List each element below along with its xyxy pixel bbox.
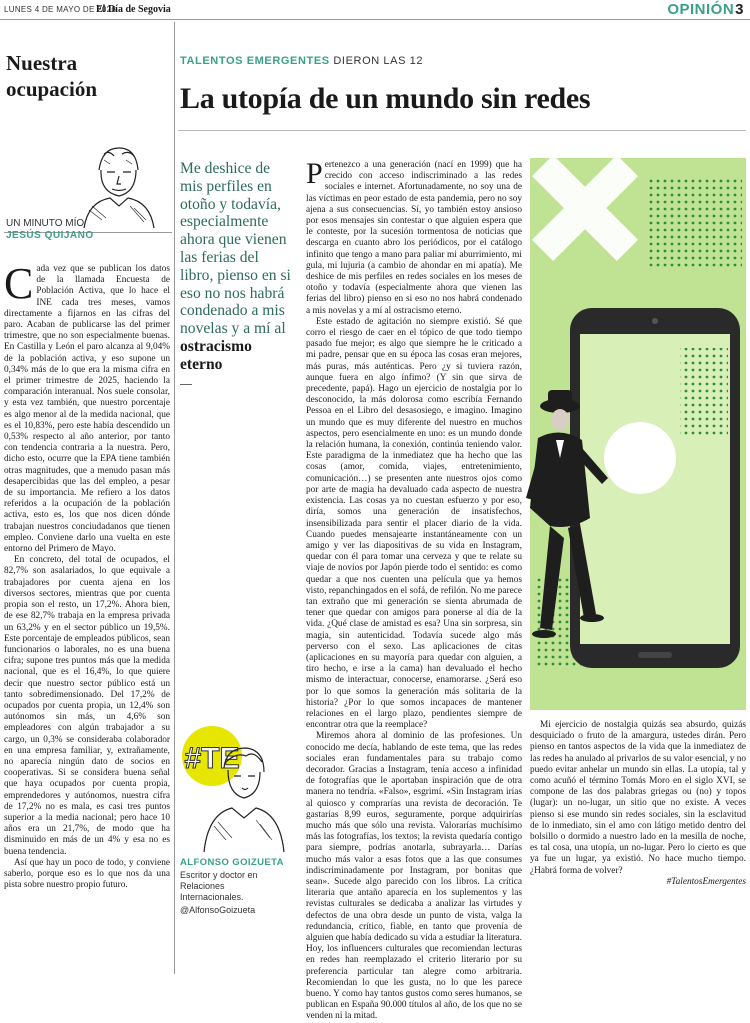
newspaper-name: El Día de Segovia: [96, 4, 171, 15]
article-paragraph: Este estado de agitación no siempre existió. Sé que corro el riesgo de caer en el tópico de que todo tiempo pasado fue mejor; es algo que siempre he le criticado a mi padre, pensar que en su época las cosas eran mejores, más puras, más auténticas. Pero ¿y si tuviera razón, aunque fuera en algo ínfimo? (Y sin que sirva de precedente, papá). Hago un ejercicio de nostalgia por lo desconocido, la más dolorosa como escribía Fernando Pessoa en el Libro del desasosiego, e imagino. Imagino un mundo que es muy diferente del nuestro en muchos aspectos, pero esencialmente en uno: es un mundo donde la relación humana, la conexión, continúa teniendo valor. Este paradigma de la inmediatez que ha hecho que las cosas (amor, comida, viajes, entretenimiento, comunicación…) se presenten ante nuestros ojos como por arte de magia ha devaluado cada aspecto de nuestra existencia. Las cosas ya no cuestan esfuerzo y por eso, diría, somos una generación de insatisfechos, insensibilizada para sentir el placer diario de la vida. Cuando puedes mensajearte instantáneamente con un amigo y ver las diapositivas de su vida en Instagram, quedar con él para tomar una cerveza y que te relate su viaje de novios por Japón pierde todo el sentido: es como quedar a que nos cuenten una película que ya hemos visto, repanchingados en el sofá, de refilón. No me parece tan extraño que mi generación se sienta abrumada de tener que quedar con amigos para ponerse al día de la vida. ¿Qué clase de amistad es esa? Una sin sorpresa, sin magia, sin autenticidad. Todavía sucede algo más perverso con el sexo. Las aplicaciones de citas (aplicaciones en su mayoría para quedar con alguien, a tiro hecho, e irse a la cama) han devaluado el hecho mismo de interactuar, conocerse, enamorarse. ¿Será eso por lo que somos la generación más solitaria de la historia? ¿Por lo que somos incapaces de mantener relaciones en el largo plazo, pendientes siempre de encontrar otra que la reemplace?: [306, 316, 522, 731]
column-title-line1: Nuestra: [6, 51, 78, 75]
column-paragraph: Así que hay un poco de todo, y conviene saberlo, porque eso es lo que nos da una pista sobre nuestro propio futuro.: [4, 857, 170, 891]
article-paragraph: Pertenezco a una generación (nací en 1999) que ha crecido con acceso indiscriminado a las redes sociales e internet. Afortunadamente, no soy una de las víctimas en peor estado de esta pandemia, pero no soy ajena a sus consecuencias. Sí, yo también estoy ansioso por esos mensajes sin contestar o que alguien espera que le conteste, por la sucesión tormentosa de noticias que descarga en cuanto abro los periódicos, por el catálogo infinito que tengo a mano para paliar mi aburrimiento, mi gula, mi lujuria (a cambio de ahondar en mi apatía). Me deshice de mis perfiles en redes sociales en los meses de otoño y todavía (especialmente ahora que vienen las ferias del libro) pienso en si eso no nos habrá condenado a mis novelas y a mí al ostracismo eterno.: [306, 157, 522, 316]
pull-quote-emphasis: ostracismo eterno: [180, 337, 252, 373]
columnist-portrait: [74, 140, 154, 228]
headline-rule: [178, 130, 746, 131]
cross-icon: [532, 155, 638, 261]
article-headline: La utopía de un mundo sin redes: [180, 82, 591, 115]
issue-date: LUNES 4 DE MAYO DE 2026: [4, 5, 117, 14]
column-author: JESÚS QUIJANO: [6, 230, 94, 241]
badge-text: #TE: [184, 742, 240, 775]
author-bio: Escritor y doctor en Relaciones Internacionales.: [180, 870, 258, 902]
author-illustration: [174, 722, 286, 852]
article-dropcap: P: [306, 157, 323, 190]
article-body-continued: [530, 720, 746, 888]
pull-quote-end-rule: [180, 384, 192, 385]
column-body: [4, 259, 170, 891]
kicker-series: TALENTOS EMERGENTES: [180, 55, 330, 67]
section-name: OPINIÓN: [667, 1, 735, 18]
page-header: [0, 0, 750, 20]
article-paragraph: Mi ejercicio de nostalgia quizás sea absurdo, quizás desquiciado o fruto de la amargura, ustedes dirán. Pero pienso en tantos aspectos de la vida que la inmediatez de las redes ha anulado al privarlos de su valor esencial, y no puedo evitar anhelar un mundo sin ellas. La utopía, tal y como acuñó el término Tomás Moro en el siglo XVI, se compone de las dos palabras griegas ou (no) y topos (lugar): un no-lugar, un sitio que no existe. A veces pienso si ese mundo sin redes sociales, sin la esclavitud de lo inmediato, sin el amo con látigo metido dentro del bolsillo o dormido a nuestro lado en la mesilla de noche, es tal cosa, una utopía, un no-lugar. Pero lo cierto es que ya fue un lugar, ya existió. No hace mucho tiempo. ¿Habrá forma de volver?: [530, 720, 746, 876]
article-hashtag: #TalentosEmergentes: [666, 876, 746, 887]
article-paragraph: Miremos ahora al dominio de las profesiones. Un conocido me decía, hablando de este tema, que las redes sociales eran fundamentales para su trabajo como decorador. Gracias a Instagram, tenía acceso a infinidad de fotografías que le aportaban inspiración que de otra manera no tendría. «Falso», esgrimí. «Sin Instagram irías al quiosco y comprarías una revista de decoración. Te gastarías 8,99 euros, seguramente, porque adquirirías mucho más que sólo una revista. Valorarías muchísimo más las fotografías, los textos; la revista quedaría contigo para siempre, podrías anotarla, subrayarla… Darías mucho más valor a esas fotos que a las que consumes indiscriminadamente por Instagram, por bonitas que sean». Sucede algo parecido con los libros. La crítica literaria que antaño aparecía en los suplementos y las revistas culturales se dedicaba a analizar las virtudes y defectos de una obra desde un punto de vista, valga la redundancia, crítico, fiable, en tanto que provenía de alguien que había dedicado su vida a estudiar la literatura. Hoy, los influencers culturales que recomiendan lecturas en redes han reemplazado el criterio literario por su preferencia particular tan alegre como arbitraria. Recomiendan lo que les gusta, no lo que les parece bueno. Y como hay tantos gustos como seres humanos, se publican en España 90.000 títulos al año, de los que no se venden ni la mitad.: [306, 731, 522, 1022]
pull-quote-text: Me deshice de mis perfiles en otoño y todavía, especialmente ahora que vienen las ferias del libro, pienso en si eso no nos habrá condenado a mis novelas y a mí al: [180, 160, 291, 338]
page-number: 3: [735, 1, 744, 18]
column-title-line2: ocupación: [6, 77, 98, 101]
author-name: ALFONSO GOIZUETA: [180, 857, 284, 868]
article-kicker: [180, 55, 423, 67]
pull-quote: [180, 160, 292, 385]
column-paragraph: En concreto, del total de ocupados, el 82,7% son asalariados, lo que equivale a trabajadores por cuenta ajena en los diversos sectores, mientras que por cuenta propia son el resto, un 17,2%. Ahora bien, de ese 82,7% trabaja en la empresa privada un 63,2% y en el sector público un 19,5%. Este porcentaje de empleados públicos, sean funcionarios o laborales, no es una buena cifra; supone tres puntos más que la medida nacional, que es el 16,4%, lo que quiere decir que nuestro sector público está un tanto sobredimensionado. Del 17,2% de ocupados por cuenta propia, un 12,4% son autónomos sin más, un 4,6% son empleadores con algún trabajador a su cargo, un 0,3% se consideraba colaborador en una empresa familiar, y, extrañamente, no aparecía ningún dato de socios en cooperativas. Si se considera buena señal que haya ocupados por cuenta propia, emprendedores y autónomos, nuestra cifra de 17,2% no es mala, es casi tres puntos superior a la media nacional; pero hace 10 años era un 21,7%, de modo que ha disminuido en más de un 4% y esa no es buena tendencia.: [4, 555, 170, 857]
phone-man-illustration: [530, 158, 746, 710]
author-box: [170, 720, 296, 975]
column-series: UN MINUTO MÍO: [6, 218, 85, 229]
column-paragraph: Cada vez que se publican los datos de la llamada Encuesta de Población Activa, que lo hace el INE cada tres meses, vamos directamente a fijarnos en las cifras del paro. Acaban de publicarse las del primer trimestre, que no son especialmente buenas. En Castilla y León el paro alcanza al 9,04% de la población activa, y eso supone un 0,34% más de lo que era la misma cifra en el primer trimestre de 2025, haciendo la comparación interanual. Nos suele consolar, y esta vez también, que nuestro porcentaje es algo menor al de la medida nacional, que es el 10,83%, pero este había descendido un 0,53% respecto al año anterior, por tanto con tendencia contraria a la nuestra. Pero, dicho esto, ocurre que la EPA tiene también otras magnitudes, que a menudo pasan más desapercibidas que las del empleo, a pesar de su importancia. Me refiero a los datos referidos a la ocupación de la población activa, esto es, los que nos dicen dónde trabajan nuestros conciudadanos que tienen empleo. Conviene darlo una vuelta en este entorno del Primero de Mayo.: [4, 259, 170, 555]
column-dropcap: C: [4, 259, 34, 308]
column-title: [6, 50, 97, 102]
article-body: [306, 157, 522, 1023]
section-label: [667, 1, 744, 18]
opinion-column: [4, 22, 172, 974]
kicker-title: DIERON LAS 12: [333, 55, 424, 67]
article-illustration: [530, 158, 746, 710]
author-handle: @AlfonsoGoizueta: [180, 905, 256, 915]
